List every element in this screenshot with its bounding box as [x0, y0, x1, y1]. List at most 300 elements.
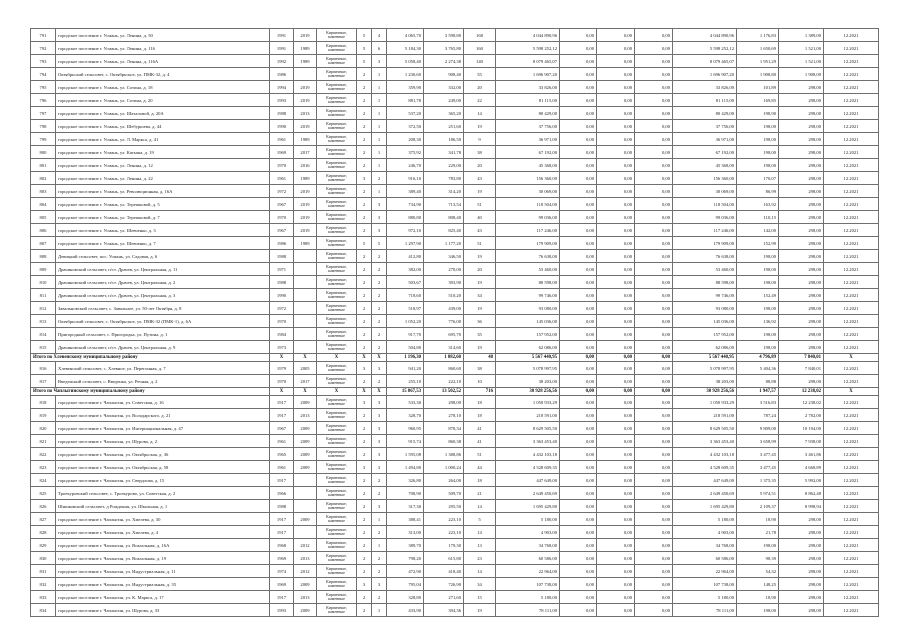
cell-no: 805	[31, 211, 56, 224]
cell-no: 819	[31, 409, 56, 422]
cell-floors: 3	[357, 396, 372, 409]
cell-total-area: 472,90	[387, 565, 424, 578]
cell-deadline: 12.2021	[824, 133, 879, 146]
cell-cost-total: 5 078 997,95	[496, 362, 560, 375]
cell-residents: 21	[464, 487, 496, 500]
cell-source-c: 0,00	[635, 461, 673, 474]
cell-living-area: 251,60	[424, 120, 464, 133]
cell-year-overhaul	[294, 487, 317, 500]
cell-no: 797	[31, 107, 56, 120]
cell-cost-total: 99 036,00	[496, 211, 560, 224]
cell-source-b: 0,00	[597, 362, 635, 375]
cell-total-area: 382,00	[387, 263, 424, 276]
cell-cost-total: 8 629 505,50	[496, 422, 560, 435]
cell-entrances: 2	[372, 552, 387, 565]
cell-year-overhaul: 2009	[294, 578, 317, 591]
cell-address: Драчиновский сельсовет, п/ст. Драчев, ул. Центральная, д. 2	[56, 276, 270, 289]
cell-deadline: 12.2021	[824, 159, 879, 172]
cell-cost-total: 4 903,00	[496, 526, 560, 539]
cell-residents: 20	[464, 81, 496, 94]
cell-cost-total: 93 080,00	[496, 302, 560, 315]
cell-year-overhaul	[294, 276, 317, 289]
cell-source-a: 0,00	[560, 81, 597, 94]
cell-residents: 35	[464, 328, 496, 341]
subtotal-cell: 4 796,89	[737, 354, 779, 362]
cell-entrances: 2	[372, 315, 387, 328]
cell-source-b: 0,00	[597, 578, 635, 591]
cell-deadline: 12.2021	[824, 396, 879, 409]
cell-cost-total: 30 069,00	[496, 185, 560, 198]
cell-no: 803	[31, 185, 56, 198]
cell-deadline: 12.2021	[824, 250, 879, 263]
cell-source-owners: 99 746,00	[673, 289, 737, 302]
cell-source-owners: 4 528 609,35	[673, 461, 737, 474]
cell-source-c: 0,00	[635, 133, 673, 146]
cell-wall-material: Кирпичные, каменные	[317, 362, 357, 375]
cell-floors: 5	[357, 237, 372, 250]
cell-address: Драчиновский сельсовет, п/ст. Драчев, ул. Центральная, д. 3	[56, 289, 270, 302]
cell-wall-material: Кирпичные, каменные	[317, 448, 357, 461]
cell-max-cost-per-sqm: 298,00	[779, 526, 824, 539]
cell-entrances: 3	[372, 448, 387, 461]
cell-wall-material: Кирпичные, каменные	[317, 487, 357, 500]
cell-cost-per-sqm: 2 109,37	[737, 500, 779, 513]
cell-max-cost-per-sqm: 1 908,00	[779, 68, 824, 81]
cell-total-area: 317,30	[387, 500, 424, 513]
cell-living-area: 1 000,24	[424, 461, 464, 474]
cell-source-b: 0,00	[597, 474, 635, 487]
cell-source-c: 0,00	[635, 362, 673, 375]
cell-floors: 2	[357, 591, 372, 604]
cell-source-a: 0,00	[560, 146, 597, 159]
cell-source-a: 0,00	[560, 513, 597, 526]
cell-cost-per-sqm: 136,92	[737, 315, 779, 328]
cell-wall-material: Кирпичные, каменные	[317, 328, 357, 341]
table-row	[31, 513, 879, 526]
cell-source-c: 0,00	[635, 448, 673, 461]
cell-source-c: 0,00	[635, 94, 673, 107]
cell-cost-per-sqm: 142,00	[737, 224, 779, 237]
cell-residents: 14	[464, 500, 496, 513]
cell-cost-total: 88 598,00	[496, 276, 560, 289]
cell-year-overhaul	[294, 328, 317, 341]
cell-year-overhaul: 2019	[294, 94, 317, 107]
cell-residents: 168	[464, 29, 496, 42]
subtotal-label: Итого по Хлевенскому муниципальному району	[31, 354, 270, 362]
cell-source-owners: 8 629 505,50	[673, 422, 737, 435]
cell-address: Драчиновский сельсовет, п/ст. Драчев, ул. Центральная, д. 11	[56, 263, 270, 276]
cell-floors: 2	[357, 487, 372, 500]
cell-address: городское поселение г. Чаплыгин, ул. Октябрьская, д. 58	[56, 461, 270, 474]
cell-year-built: 1970	[270, 159, 294, 172]
cell-residents: 34	[464, 289, 496, 302]
cell-cost-total: 117 246,00	[496, 224, 560, 237]
cell-residents: 43	[464, 172, 496, 185]
cell-no: 810	[31, 276, 56, 289]
cell-living-area: 695,70	[424, 328, 464, 341]
cell-deadline: 12.2021	[824, 55, 879, 68]
cell-cost-total: 1 695 429,80	[496, 500, 560, 513]
cell-max-cost-per-sqm: 298,00	[779, 107, 824, 120]
cell-source-c: 0,00	[635, 237, 673, 250]
cell-wall-material: Кирпичные, каменные	[317, 565, 357, 578]
cell-cost-per-sqm: 198,00	[737, 250, 779, 263]
cell-source-owners: 37 756,00	[673, 120, 737, 133]
cell-residents: 34	[464, 578, 496, 591]
cell-cost-total: 60 586,00	[496, 552, 560, 565]
cell-total-area: 1 052,20	[387, 315, 424, 328]
cell-deadline: 12.2021	[824, 29, 879, 42]
cell-wall-material: Кирпичные, каменные	[317, 396, 357, 409]
cell-source-c: 0,00	[635, 435, 673, 448]
table-row	[31, 375, 879, 388]
cell-cost-per-sqm: 198,90	[737, 107, 779, 120]
cell-living-area: 278,10	[424, 409, 464, 422]
cell-source-c: 0,00	[635, 55, 673, 68]
cell-cost-per-sqm: 101,89	[737, 81, 779, 94]
cell-source-c: 0,00	[635, 341, 673, 354]
cell-year-built: 1988	[270, 276, 294, 289]
cell-year-overhaul: 2009	[294, 448, 317, 461]
cell-source-c: 0,00	[635, 289, 673, 302]
cell-floors: 2	[357, 448, 372, 461]
cell-source-b: 0,00	[597, 68, 635, 81]
cell-deadline: 12.2021	[824, 513, 879, 526]
cell-cost-total: 447 649,00	[496, 474, 560, 487]
cell-source-owners: 5 180,00	[673, 513, 737, 526]
cell-entrances: 1	[372, 133, 387, 146]
cell-source-a: 0,00	[560, 42, 597, 55]
cell-source-owners: 3 363 453,40	[673, 435, 737, 448]
cell-wall-material: Кирпичные, каменные	[317, 42, 357, 55]
cell-deadline: 12.2021	[824, 185, 879, 198]
cell-year-overhaul: 1989	[294, 55, 317, 68]
cell-source-b: 0,00	[597, 604, 635, 617]
cell-entrances: 5	[372, 237, 387, 250]
cell-entrances: 1	[372, 159, 387, 172]
cell-source-owners: 99 036,00	[673, 211, 737, 224]
cell-source-b: 0,00	[597, 289, 635, 302]
table-row	[31, 409, 879, 422]
table-row	[31, 224, 879, 237]
cell-source-owners: 145 036,00	[673, 315, 737, 328]
cell-wall-material: Кирпичные, каменные	[317, 276, 357, 289]
cell-wall-material: Кирпичные, каменные	[317, 289, 357, 302]
cell-source-b: 0,00	[597, 328, 635, 341]
cell-max-cost-per-sqm: 298,00	[779, 552, 824, 565]
cell-wall-material: Кирпичные, каменные	[317, 578, 357, 591]
cell-entrances: 3	[372, 500, 387, 513]
cell-wall-material: Кирпичные, каменные	[317, 29, 357, 42]
cell-no: 798	[31, 120, 56, 133]
cell-address: городское поселение г. Чаплыгин, ул. Индустриальная, д. 11	[56, 565, 270, 578]
cell-living-area: 878,34	[424, 422, 464, 435]
cell-entrances: 2	[372, 250, 387, 263]
cell-max-cost-per-sqm: 298,00	[779, 341, 824, 354]
cell-source-c: 0,00	[635, 211, 673, 224]
cell-cost-per-sqm: 198,00	[737, 159, 779, 172]
subtotal-cell: X	[372, 388, 387, 396]
cell-wall-material: Кирпичные, каменные	[317, 159, 357, 172]
subtotal-cell: 7 840,01	[779, 354, 824, 362]
cell-wall-material: Кирпичные, каменные	[317, 198, 357, 211]
cell-source-owners: 4 903,00	[673, 526, 737, 539]
cell-floors: 3	[357, 172, 372, 185]
cell-total-area: 389,40	[387, 185, 424, 198]
cell-max-cost-per-sqm: 4 668,89	[779, 461, 824, 474]
cell-cost-per-sqm: 88,88	[737, 375, 779, 388]
subtotal-cell: X	[824, 388, 879, 396]
cell-source-c: 0,00	[635, 487, 673, 500]
cell-living-area: 264,00	[424, 474, 464, 487]
cell-year-overhaul: 2019	[294, 29, 317, 42]
cell-no: 801	[31, 159, 56, 172]
cell-deadline: 12.2021	[824, 461, 879, 474]
cell-cost-per-sqm: 198,00	[737, 276, 779, 289]
cell-deadline: 12.2021	[824, 302, 879, 315]
cell-cost-total: 5 180,00	[496, 513, 560, 526]
cell-source-c: 0,00	[635, 159, 673, 172]
cell-wall-material: Кирпичные, каменные	[317, 604, 357, 617]
cell-floors: 2	[357, 565, 372, 578]
cell-total-area: 708,90	[387, 487, 424, 500]
subtotal-cell: 0,00	[560, 388, 597, 396]
cell-source-owners: 5 598 252,12	[673, 42, 737, 55]
cell-deadline: 12.2021	[824, 276, 879, 289]
cell-year-overhaul: 1989	[294, 237, 317, 250]
cell-year-overhaul	[294, 500, 317, 513]
cell-no: 807	[31, 237, 56, 250]
table-row	[31, 396, 879, 409]
cell-entrances: 1	[372, 185, 387, 198]
cell-entrances: 1	[372, 94, 387, 107]
cell-wall-material: Кирпичные, каменные	[317, 237, 357, 250]
cell-wall-material: Кирпичные, каменные	[317, 500, 357, 513]
cell-source-owners: 218 591,00	[673, 409, 737, 422]
cell-no: 826	[31, 500, 56, 513]
cell-year-overhaul: 2012	[294, 539, 317, 552]
cell-source-a: 0,00	[560, 185, 597, 198]
cell-cost-total: 5 598 252,12	[496, 42, 560, 55]
cell-source-owners: 4 432 103,18	[673, 448, 737, 461]
cell-total-area: 372,50	[387, 120, 424, 133]
cell-cost-per-sqm: 1 176,83	[737, 29, 779, 42]
cell-living-area: 270,00	[424, 263, 464, 276]
cell-living-area: 295,50	[424, 500, 464, 513]
cell-no: 829	[31, 539, 56, 552]
table-row	[31, 500, 879, 513]
cell-no: 802	[31, 172, 56, 185]
cell-max-cost-per-sqm: 2 782,00	[779, 409, 824, 422]
cell-address: городское поселение г. Усмань, ул. Катыша, д. 19	[56, 146, 270, 159]
table-row	[31, 81, 879, 94]
cell-year-overhaul: 2009	[294, 513, 317, 526]
cell-total-area: 533,30	[387, 396, 424, 409]
cell-cost-per-sqm: 198,00	[737, 604, 779, 617]
cell-source-a: 0,00	[560, 539, 597, 552]
cell-year-built: 1984	[270, 328, 294, 341]
cell-residents: 10	[464, 375, 496, 388]
cell-wall-material: Кирпичные, каменные	[317, 375, 357, 388]
table-row	[31, 276, 879, 289]
cell-living-area: 2 274,38	[424, 55, 464, 68]
cell-source-c: 0,00	[635, 422, 673, 435]
cell-no: 792	[31, 42, 56, 55]
cell-year-built: 1973	[270, 341, 294, 354]
cell-living-area: 776,00	[424, 315, 464, 328]
cell-wall-material: Кирпичные, каменные	[317, 461, 357, 474]
cell-year-overhaul: 1989	[294, 172, 317, 185]
cell-source-a: 0,00	[560, 133, 597, 146]
cell-no: 814	[31, 328, 56, 341]
cell-year-overhaul: 2019	[294, 198, 317, 211]
cell-source-b: 0,00	[597, 375, 635, 388]
cell-source-a: 0,00	[560, 448, 597, 461]
cell-max-cost-per-sqm: 12 238,02	[779, 396, 824, 409]
cell-no: 811	[31, 289, 56, 302]
cell-floors: 2	[357, 604, 372, 617]
cell-year-built: 1974	[270, 565, 294, 578]
cell-source-a: 0,00	[560, 237, 597, 250]
cell-floors: 2	[357, 341, 372, 354]
cell-total-area: 881,78	[387, 94, 424, 107]
cell-residents: 23	[464, 552, 496, 565]
cell-source-a: 0,00	[560, 341, 597, 354]
cell-address: городское поселение г. Чаплыгин, ул. Хмелева, д. 4	[56, 526, 270, 539]
table-row	[31, 526, 879, 539]
cell-cost-total: 37 756,00	[496, 120, 560, 133]
cell-entrances: 3	[372, 198, 387, 211]
cell-source-a: 0,00	[560, 604, 597, 617]
cell-address: Завальновский сельсовет, с. Завальное, ул. 50-лет Октября, д. 8	[56, 302, 270, 315]
cell-cost-per-sqm: 21,78	[737, 526, 779, 539]
subtotal-cell: 1 947,57	[737, 388, 779, 396]
cell-year-overhaul: 2009	[294, 396, 317, 409]
cell-source-owners: 34 768,00	[673, 539, 737, 552]
cell-source-owners: 1 696 907,20	[673, 68, 737, 81]
cell-living-area: 860,38	[424, 435, 464, 448]
cell-source-owners: 1 695 429,80	[673, 500, 737, 513]
cell-source-owners: 45 368,00	[673, 159, 737, 172]
table-row	[31, 591, 879, 604]
cell-residents: 18	[464, 396, 496, 409]
cell-year-built: 1988	[270, 500, 294, 513]
cell-source-b: 0,00	[597, 198, 635, 211]
cell-entrances: 3	[372, 461, 387, 474]
cell-floors: 2	[357, 422, 372, 435]
cell-cost-per-sqm: 3 658,99	[737, 435, 779, 448]
cell-cost-total: 2 649 450,69	[496, 487, 560, 500]
cell-year-overhaul: 1989	[294, 42, 317, 55]
cell-cost-per-sqm: 198,00	[737, 302, 779, 315]
table-row	[31, 107, 879, 120]
cell-deadline: 12.2021	[824, 591, 879, 604]
cell-address: Пригородный сельсовет, с. Пригородка, ул. Путина, д. 1	[56, 328, 270, 341]
cell-living-area: 713,54	[424, 198, 464, 211]
cell-cost-per-sqm: 198,00	[737, 263, 779, 276]
cell-entrances: 2	[372, 172, 387, 185]
cell-no: 830	[31, 552, 56, 565]
cell-living-area: 1 177,20	[424, 237, 464, 250]
cell-source-c: 0,00	[635, 375, 673, 388]
cell-cost-total: 45 368,00	[496, 159, 560, 172]
cell-deadline: 12.2021	[824, 487, 879, 500]
capital-repair-register-table	[30, 28, 879, 617]
cell-address: городское поселение г. Чаплыгин, ул. К. Маркса, д. 17	[56, 591, 270, 604]
cell-address: городское поселение г. Чаплыгин, ул. Советская, д. 16	[56, 396, 270, 409]
cell-year-built: 1967	[270, 224, 294, 237]
cell-year-overhaul: 2017	[294, 146, 317, 159]
cell-living-area: 394,36	[424, 604, 464, 617]
cell-year-overhaul	[294, 68, 317, 81]
cell-residents: 140	[464, 55, 496, 68]
cell-wall-material: Кирпичные, каменные	[317, 435, 357, 448]
cell-cost-total: 22 964,00	[496, 565, 560, 578]
cell-address: городское поселение г. Усмань, ул. Ленина, д. 116А	[56, 55, 270, 68]
cell-source-owners: 156 360,00	[673, 172, 737, 185]
cell-cost-per-sqm: 170,07	[737, 172, 779, 185]
cell-living-area: 509,70	[424, 487, 464, 500]
cell-total-area: 388,41	[387, 513, 424, 526]
cell-floors: 2	[357, 409, 372, 422]
cell-year-built: 1917	[270, 513, 294, 526]
cell-max-cost-per-sqm: 298,00	[779, 81, 824, 94]
subtotal-cell: 13 502,52	[424, 388, 464, 396]
cell-cost-per-sqm: 198,00	[737, 120, 779, 133]
cell-year-built: 1988	[270, 107, 294, 120]
cell-year-overhaul	[294, 263, 317, 276]
cell-max-cost-per-sqm: 298,00	[779, 133, 824, 146]
cell-floors: 2	[357, 552, 372, 565]
subtotal-cell: X	[317, 388, 357, 396]
cell-year-overhaul: 2019	[294, 224, 317, 237]
cell-entrances: 1	[372, 107, 387, 120]
cell-address: городское поселение г. Усмань, ул. Терешковой, д. 7	[56, 211, 270, 224]
cell-source-owners: 33 826,00	[673, 81, 737, 94]
cell-wall-material: Кирпичные, каменные	[317, 263, 357, 276]
cell-year-built: 1979	[270, 362, 294, 375]
cell-address: городское поселение г. Усмань, ул. Ленина, д. 12	[56, 159, 270, 172]
cell-address: городское поселение г. Чаплыгин, ул. Октябрьская, д. 36	[56, 448, 270, 461]
cell-floors: 2	[357, 133, 372, 146]
cell-year-overhaul	[294, 474, 317, 487]
subtotal-cell: X	[294, 354, 317, 362]
cell-source-owners: 78 111,00	[673, 604, 737, 617]
cell-deadline: 12.2021	[824, 289, 879, 302]
cell-entrances: 2	[372, 328, 387, 341]
table-row	[31, 435, 879, 448]
cell-source-c: 0,00	[635, 107, 673, 120]
cell-cost-per-sqm: 18,90	[737, 591, 779, 604]
cell-source-owners: 76 638,00	[673, 250, 737, 263]
cell-residents: 51	[464, 237, 496, 250]
cell-entrances: 1	[372, 539, 387, 552]
cell-living-area: 365,20	[424, 107, 464, 120]
cell-total-area: 1 297,90	[387, 237, 424, 250]
cell-source-owners: 1 050 933,29	[673, 396, 737, 409]
cell-total-area: 313,00	[387, 526, 424, 539]
cell-source-a: 0,00	[560, 68, 597, 81]
cell-source-a: 0,00	[560, 224, 597, 237]
cell-total-area: 328,80	[387, 591, 424, 604]
cell-max-cost-per-sqm: 298,00	[779, 146, 824, 159]
cell-source-b: 0,00	[597, 276, 635, 289]
cell-source-b: 0,00	[597, 81, 635, 94]
cell-source-c: 0,00	[635, 474, 673, 487]
cell-source-a: 0,00	[560, 328, 597, 341]
cell-year-built: 1917	[270, 591, 294, 604]
cell-source-a: 0,00	[560, 276, 597, 289]
